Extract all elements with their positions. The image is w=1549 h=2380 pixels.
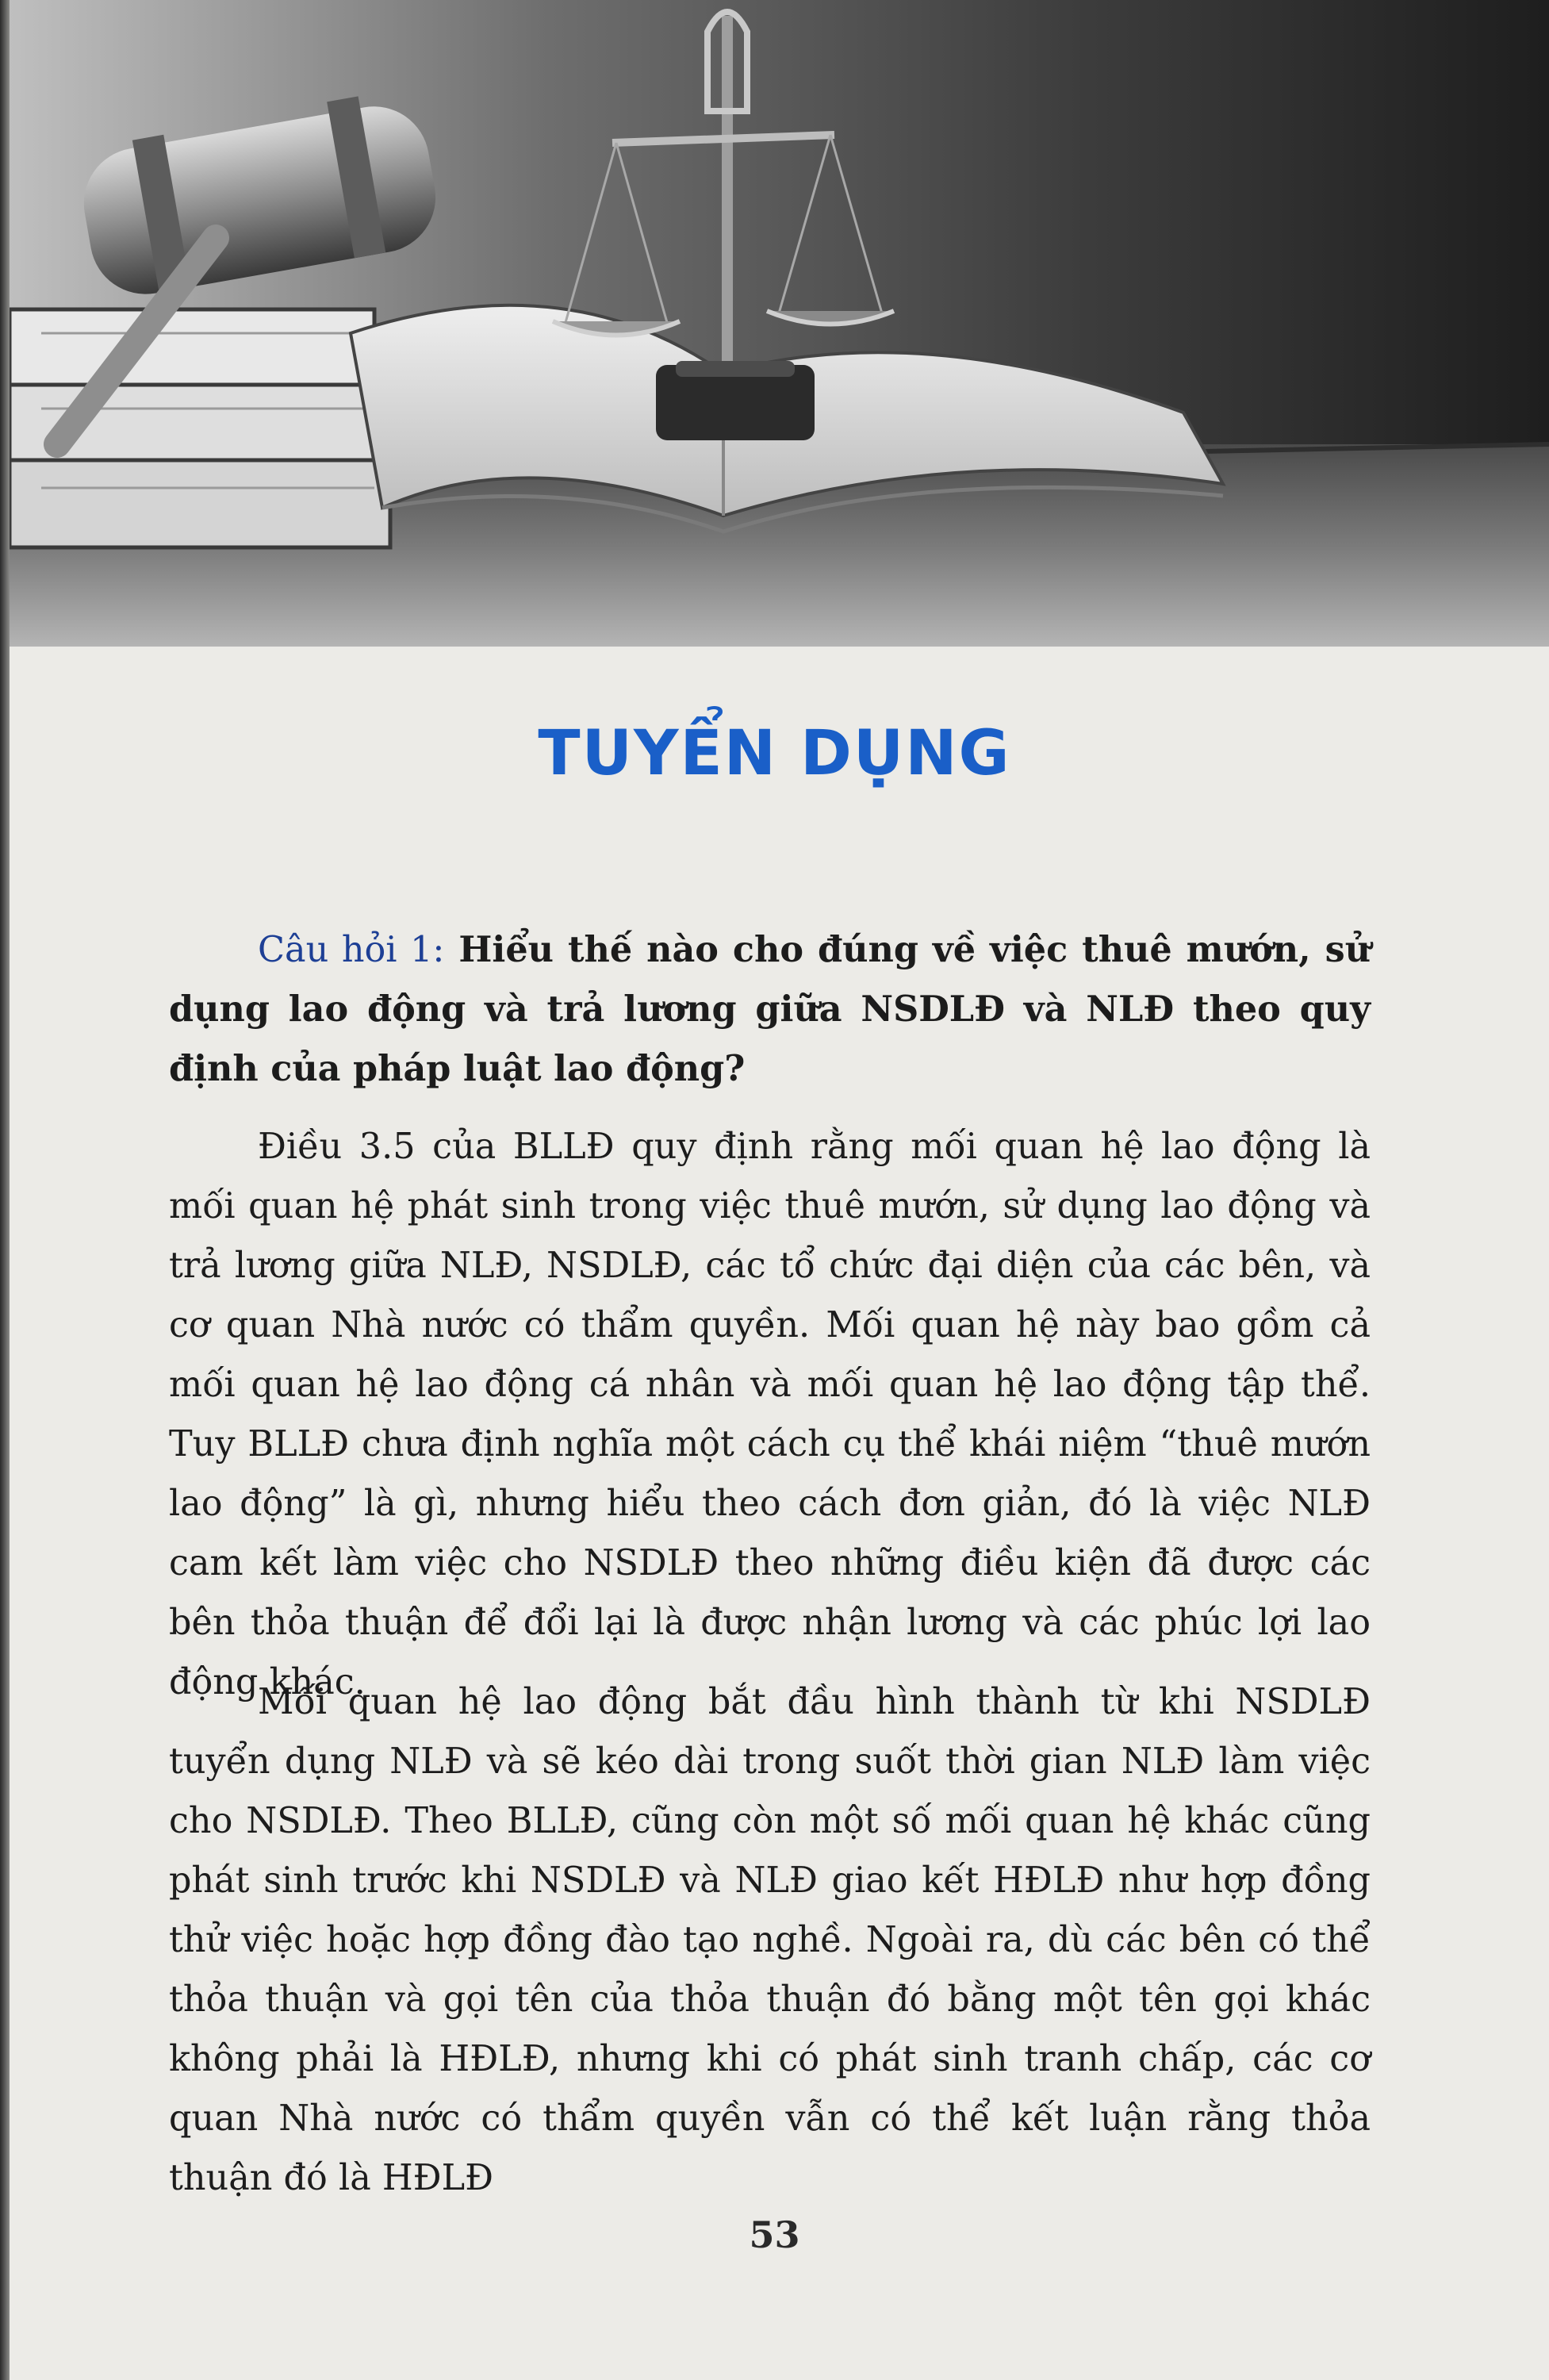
- page-edge-shadow: [0, 0, 10, 2380]
- question-block: [169, 920, 1371, 1099]
- page-number: 53: [749, 2213, 800, 2256]
- gavel-scales-book-photo-icon: [10, 0, 1549, 647]
- question-text: Hiểu thế nào cho đúng về việc thuê mướn, sử dụng lao động và trả lương giữa NSDLĐ và NLĐ theo quy định của pháp luật lao động?: [169, 929, 1371, 1089]
- header-photo: [10, 0, 1549, 647]
- paragraph: Điều 3.5 của BLLĐ quy định rằng mối quan hệ lao động là mối quan hệ phát sinh trong việc thuê mướn, sử dụng lao động và trả lương giữa NLĐ, NSDLĐ, các tổ chức đại diện của các bên, và cơ quan Nhà nước có thẩm quyền. Mối quan hệ này bao gồm cả mối quan hệ lao động cá nhân và mối quan hệ lao động tập thể. Tuy BLLĐ chưa định nghĩa một cách cụ thể khái niệm “thuê mướn lao động” là gì, nhưng hiểu theo cách đơn giản, đó là việc NLĐ cam kết làm việc cho NSDLĐ theo những điều kiện đã được các bên thỏa thuận để đổi lại là được nhận lương và các phúc lợi lao động khác.: [169, 1127, 1371, 1702]
- paragraph: Mối quan hệ lao động bắt đầu hình thành từ khi NSDLĐ tuyển dụng NLĐ và sẽ kéo dài trong suốt thời gian NLĐ làm việc cho NSDLĐ. Theo BLLĐ, cũng còn một số mối quan hệ khác cũng phát sinh trước khi NSDLĐ và NLĐ giao kết HĐLĐ như hợp đồng thử việc hoặc hợp đồng đào tạo nghề. Ngoài ra, dù các bên có thể thỏa thuận và gọi tên của thỏa thuận đó bằng một tên gọi khác không phải là HĐLĐ, nhưng khi có phát sinh tranh chấp, các cơ quan Nhà nước có thẩm quyền vẫn có thể kết luận rằng thỏa thuận đó là HĐLĐ: [169, 1682, 1371, 2198]
- question-label: Câu hỏi 1:: [258, 930, 445, 970]
- chapter-title: TUYỂN DỤNG: [538, 718, 1011, 789]
